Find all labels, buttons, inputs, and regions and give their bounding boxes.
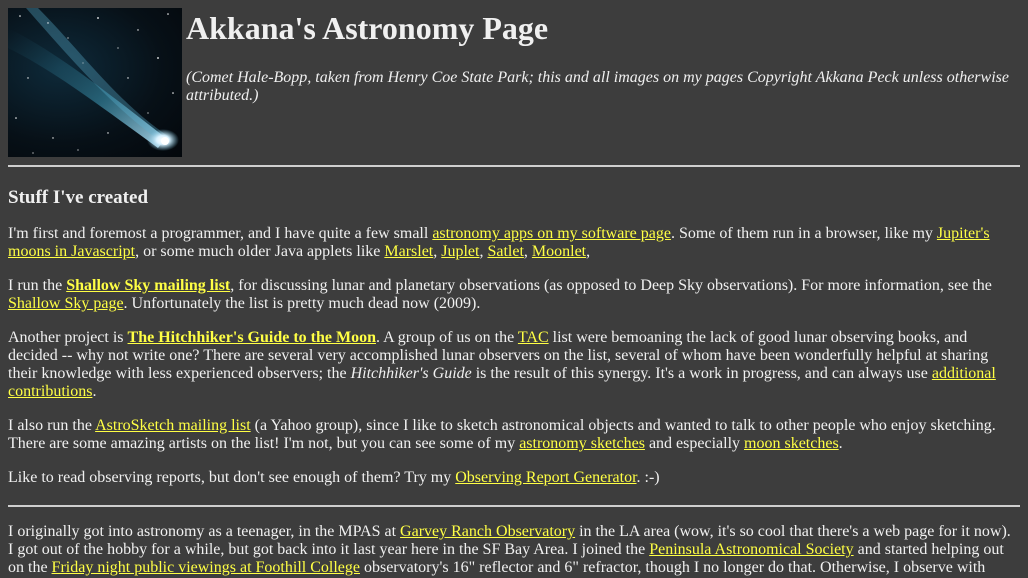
link-astrosketch-list[interactable]: AstroSketch mailing list [95,417,251,434]
divider-top [8,165,1020,167]
text: and especially [644,435,745,452]
text: I also run the [8,417,96,434]
text: and started helping out on the [8,541,1004,576]
text: , [433,243,442,260]
link-juplet[interactable]: Juplet [441,243,480,260]
emphasis-text: Hitchhiker's Guide [350,365,472,382]
text: is the result of this synergy. It's a work in progress, and can always use [471,365,932,382]
text: , [586,243,591,260]
link-peninsula-astronomical-society[interactable]: Peninsula Astronomical Society [649,541,854,558]
page-header [8,8,1020,157]
paragraph-history [8,523,1020,577]
text: . [92,383,97,400]
link-moon-sketches[interactable]: moon sketches [744,435,839,452]
link-moonlet[interactable]: Moonlet [531,243,587,260]
text: . Some of them run in a browser, like my [670,225,937,242]
text: . Unfortunately the list is pretty much dead now (2009). [123,295,481,312]
text: in the LA area (wow, it's so cool that there's a web page for it now). I got out of the hobby for a while, but got back into it last year here in the SF Bay Area. I joined the [8,523,1011,558]
link-astronomy-sketches[interactable]: astronomy sketches [519,435,645,452]
page-title: Akkana's Astronomy Page [186,10,549,46]
text: . [838,435,843,452]
text: Another project is [8,329,128,346]
text: I'm first and foremost a programmer, and I have quite a few small [8,225,433,242]
link-additional-contributions[interactable]: additional contributions [8,365,996,400]
text: I run the [8,277,67,294]
text: Like to read observing reports, but don't see enough of them? Try my [8,469,456,486]
link-observing-report-generator[interactable]: Observing Report Generator [455,469,637,486]
link-software-page[interactable]: astronomy apps on my software page [432,225,671,242]
paragraph-astrosketch [8,417,1020,453]
text: . :-) [636,469,660,486]
section-heading: Stuff I've created [8,187,149,208]
link-shallow-sky-page[interactable]: Shallow Sky page [8,295,124,312]
text: observatory's 16" reflector and 6" refractor, though I no longer do that. Otherwise, I observe with [359,559,986,576]
paragraph-shallow-sky [8,277,1020,313]
comet-hale-bopp-image [8,8,182,157]
text: . A group of us on the [375,329,518,346]
link-marslet[interactable]: Marslet [384,243,434,260]
link-foothill-viewings[interactable]: Friday night public viewings at Foothill College [51,559,360,576]
text: I originally got into astronomy as a teenager, in the MPAS at [8,523,401,540]
text: , or some much older Java applets like [135,243,385,260]
text: , [523,243,532,260]
link-garvey-ranch[interactable]: Garvey Ranch Observatory [400,523,576,540]
image-caption: (Comet Hale-Bopp, taken from Henry Coe State Park; this and all images on my pages Copyright Akkana Peck unless otherwise attributed.) [186,69,1009,104]
paragraph-software [8,225,1020,261]
text: , for discussing lunar and planetary observations (as opposed to Deep Sky observations). For more information, see the [230,277,992,294]
link-tac[interactable]: TAC [517,329,549,346]
divider-middle [8,505,1020,507]
paragraph-observing-report [8,469,1020,487]
text: (a Yahoo group), since I like to sketch astronomical objects and wanted to talk to other people who enjoy sketching. There are some amazing artists on the list! I'm not, but you can see some of my [8,417,996,452]
paragraph-hitchhiker [8,329,1020,401]
link-hitchhikers-guide[interactable]: The Hitchhiker's Guide to the Moon [127,329,376,346]
link-jupiter-moons[interactable]: Jupiter's moons in Javascript [8,225,990,260]
text: , [479,243,488,260]
text: list were bemoaning the lack of good lunar observing books, and decided -- why not write one? There are several very accomplished lunar observers on the list, several of whom have been wonderfully helpful at sharing their knowledge with less experienced observers; the [8,329,989,382]
link-shallow-sky-list[interactable]: Shallow Sky mailing list [66,277,231,294]
link-satlet[interactable]: Satlet [487,243,524,260]
